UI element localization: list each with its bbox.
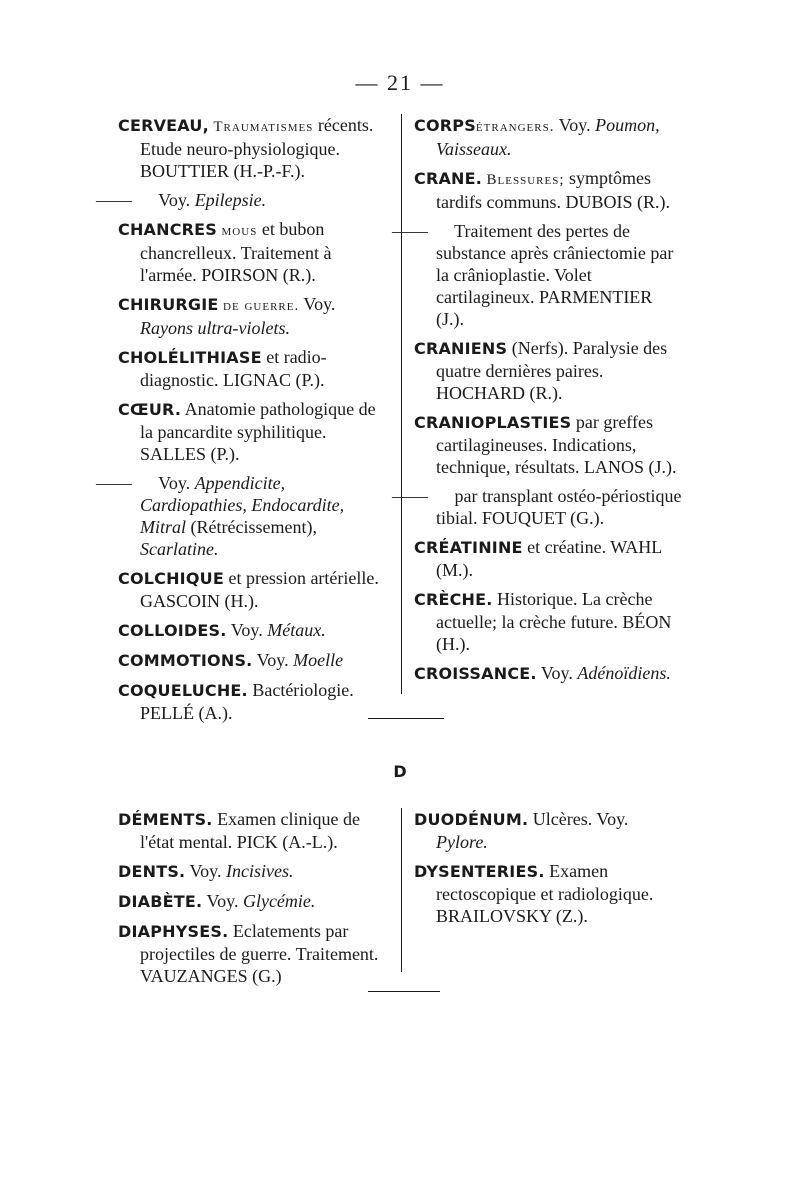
index-entry: [118, 114, 391, 182]
entry-reference: Pylore.: [436, 832, 488, 852]
entry-heading: CRANIOPLASTIES: [414, 413, 572, 432]
section-d-entries: [118, 808, 684, 986]
entry-heading: DIAPHYSES.: [118, 922, 229, 941]
entry-heading: CHOLÉLITHIASE: [118, 348, 262, 367]
entry-heading: CRÉATININE: [414, 538, 523, 557]
entry-heading: CRANIENS: [414, 339, 508, 358]
index-entry: [118, 860, 391, 883]
entry-reference: Incisives.: [226, 861, 294, 881]
column-right: [401, 808, 684, 972]
entry-heading: CRÈCHE.: [414, 590, 493, 609]
index-entry: [118, 346, 391, 391]
ditto-dash: ——: [392, 486, 428, 506]
section-end-rule: [368, 991, 440, 992]
index-entry: [414, 411, 682, 478]
entry-heading: CŒUR.: [118, 400, 182, 419]
entry-subheading: de guerre.: [223, 298, 300, 314]
entry-reference: Métaux.: [267, 620, 326, 640]
column-left: [96, 114, 401, 723]
entry-reference-continued: Scarlatine.: [140, 539, 219, 559]
entry-text: Examen rectoscopique et radiologique. BRAILOVSKY (Z.).: [436, 861, 654, 926]
entry-text: Voy.: [202, 891, 243, 911]
column-right: [392, 114, 684, 694]
column-left: [118, 808, 401, 986]
entry-text: Voy.: [185, 861, 227, 881]
entry-text: Voy.: [154, 473, 195, 493]
index-entry: [414, 114, 682, 160]
index-entry: [414, 588, 682, 655]
entry-heading: CHANCRES: [118, 220, 218, 239]
entry-heading: DYSENTERIES.: [414, 862, 545, 881]
entry-text: Historique. La crèche actuelle; la crèche future. BÉON (H.).: [436, 589, 672, 654]
entry-text: Voy.: [252, 650, 294, 670]
index-entry: [96, 472, 391, 560]
index-entry: [392, 220, 682, 330]
entry-heading: COMMOTIONS.: [118, 651, 253, 670]
entry-heading: COLLOIDES.: [118, 621, 227, 640]
index-entry: [414, 662, 682, 685]
entry-text: et créatine. WAHL (M.).: [436, 537, 662, 580]
entry-text: Voy.: [299, 294, 336, 314]
entry-text: Voy.: [536, 663, 578, 683]
section-c-entries: [96, 114, 684, 723]
index-entry: [118, 619, 391, 642]
entry-text: et radio-diagnostic. LIGNAC (P.).: [140, 347, 327, 390]
index-entry: [118, 567, 391, 612]
entry-heading: CORPS: [414, 116, 476, 135]
section-divider-rule: [368, 718, 444, 719]
entry-heading: CHIRURGIE: [118, 295, 219, 314]
entry-reference: Poumon, Vaisseaux.: [436, 115, 660, 159]
index-entry: [414, 808, 682, 853]
entry-heading: COLCHIQUE: [118, 569, 224, 588]
entry-reference: Rayons ultra-violets.: [140, 318, 290, 338]
entry-text: Traitement des pertes de substance après crâniectomie par la crânioplastie. Volet cartilagineux. PARMENTIER (J.).: [436, 221, 674, 329]
entry-text: Bactériologie. PELLÉ (A.).: [140, 680, 354, 723]
entry-reference: Epilepsie.: [194, 190, 267, 210]
entry-text: par greffes cartilagineuses. Indications, technique, résultats. LANOS (J.).: [436, 412, 677, 477]
index-entry: [118, 890, 391, 913]
index-entry: [414, 167, 682, 213]
entry-heading: DUODÉNUM.: [414, 810, 529, 829]
entry-text: Examen clinique de l'état mental. PICK (A.-L.).: [140, 809, 361, 852]
index-entry: [118, 679, 391, 724]
entry-text: et bubon chancrelleux. Traitement à l'armée. POIRSON (R.).: [140, 219, 332, 285]
index-entry: [96, 189, 391, 211]
entry-reference: Glycémie.: [242, 891, 316, 911]
entry-text: et pression artérielle. GASCOIN (H.).: [140, 568, 379, 611]
entry-heading: COQUELUCHE.: [118, 681, 248, 700]
entry-text: récents. Etude neuro-physiologique. BOUTTIER (H.-P.-F.).: [140, 115, 374, 181]
entry-text: Voy.: [554, 115, 596, 135]
entry-heading: DÉMENTS.: [118, 810, 213, 829]
index-entry: [118, 293, 391, 339]
index-entry: [118, 398, 391, 465]
entry-heading: CERVEAU,: [118, 116, 209, 135]
entry-subheading: mous: [221, 223, 258, 239]
ditto-dash: ——: [392, 221, 428, 241]
entry-heading: DENTS.: [118, 862, 186, 881]
index-entry: [414, 860, 682, 927]
entry-text: Eclatements par projectiles de guerre. Traitement. VAUZANGES (G.): [140, 921, 379, 986]
index-entry: [118, 920, 391, 987]
entry-heading: CRANE.: [414, 169, 483, 188]
index-entry: [414, 536, 682, 581]
page-number: — 21 —: [355, 70, 445, 95]
entry-subheading: étrangers.: [475, 119, 555, 135]
entry-text: symptômes tardifs communs. DUBOIS (R.).: [436, 168, 670, 212]
entry-text-continued: (Rétrécissement),: [186, 517, 317, 537]
ditto-dash: ——: [96, 190, 132, 210]
entry-text: (Nerfs). Paralysie des quatre dernières paires. HOCHARD (R.).: [436, 338, 668, 403]
entry-subheading: Traumatismes: [213, 119, 314, 135]
index-entry: [392, 485, 682, 529]
section-letter: D: [393, 762, 407, 781]
entry-text: Anatomie pathologique de la pancardite syphilitique. SALLES (P.).: [140, 399, 376, 464]
entry-text: Voy.: [226, 620, 268, 640]
entry-heading: DIABÈTE.: [118, 892, 203, 911]
entry-text: Voy.: [154, 190, 195, 210]
index-entry: [118, 649, 391, 672]
entry-reference: Appendicite, Cardiopathies, Endocardite, Mitral: [140, 473, 345, 537]
index-entry: [118, 808, 391, 853]
entry-reference: Adénoïdiens.: [577, 663, 671, 683]
entry-text: par transplant ostéo-périostique tibial. FOUQUET (G.).: [436, 486, 682, 528]
index-entry: [118, 218, 391, 286]
entry-reference: Moelle: [293, 650, 344, 670]
index-entry: [414, 337, 682, 404]
ditto-dash: ——: [96, 473, 132, 493]
entry-text: Ulcères. Voy.: [528, 809, 629, 829]
entry-subheading: Blessures;: [486, 172, 565, 188]
entry-heading: CROISSANCE.: [414, 664, 537, 683]
